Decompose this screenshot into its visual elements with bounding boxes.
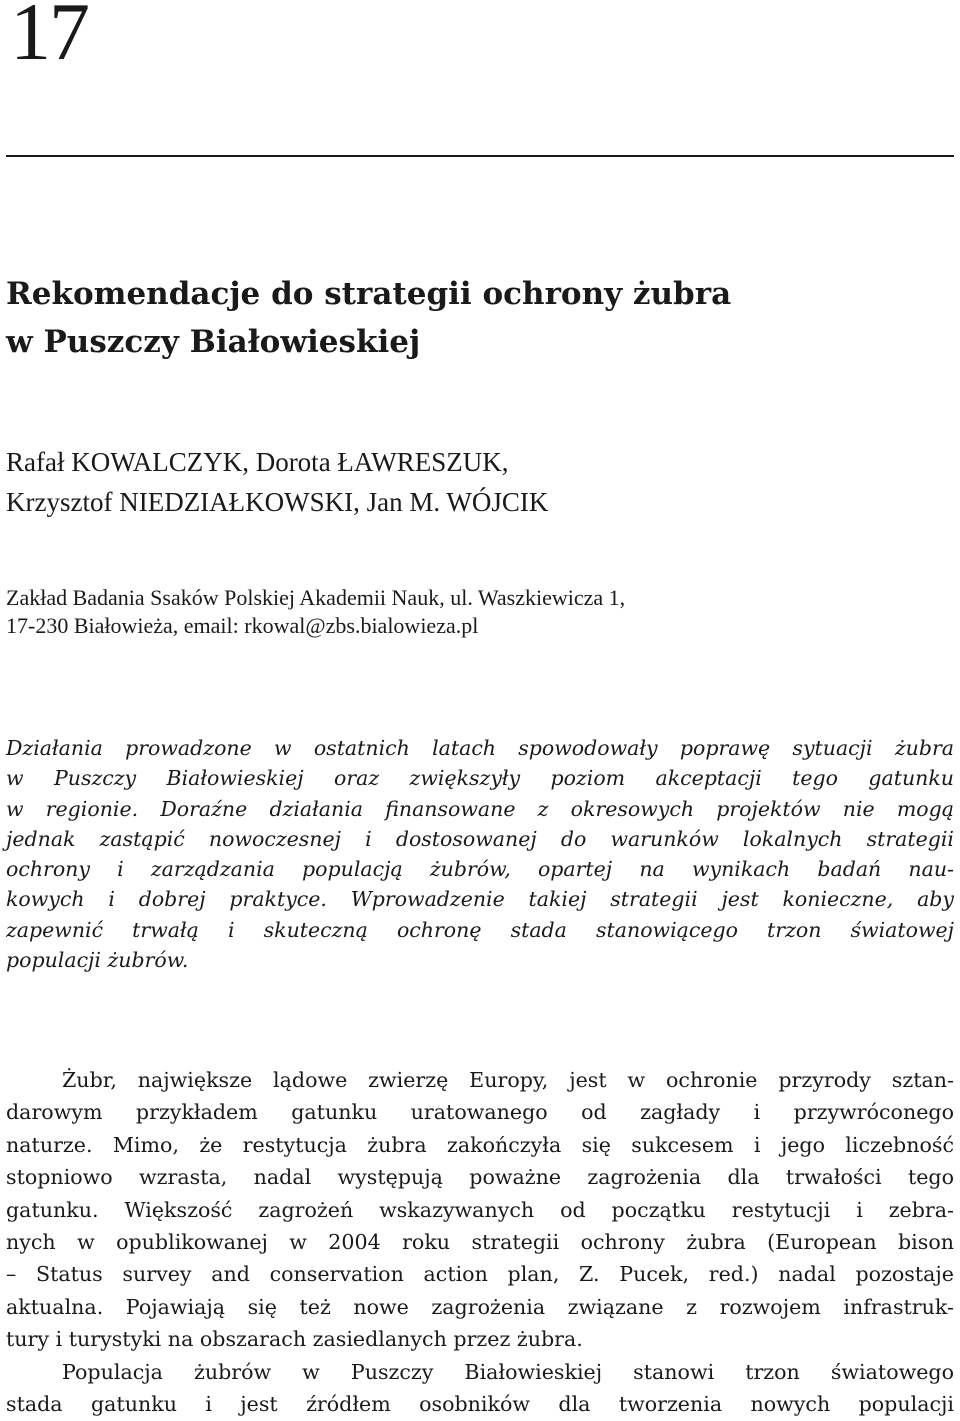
authors-line: Rafał KOWALCZYK, Dorota ŁAWRESZUK, — [6, 447, 509, 477]
authors — [6, 442, 954, 522]
body-line: gatunku. Większość zagrożeń wskazywanych od początku restytucji i zebra- — [6, 1197, 954, 1222]
abstract — [6, 733, 954, 975]
authors-line: Krzysztof NIEDZIAŁKOWSKI, Jan M. WÓJCIK — [6, 487, 549, 517]
body-line: naturze. Mimo, że restytucja żubra zakończyła się sukcesem i jego liczebność — [6, 1132, 954, 1157]
body-line: stada gatunku i jest źródłem osobników dla tworzenia nowych populacji — [6, 1392, 954, 1417]
affiliation — [6, 584, 954, 640]
body-line: nych w opublikowanej w 2004 roku strategii ochrony żubra (European bison — [6, 1230, 954, 1255]
abstract-line: jednak zastąpić nowoczesnej i dostosowanej do warunków lokalnych strategii — [6, 826, 954, 851]
abstract-line: zapewnić trwałą i skuteczną ochronę stada stanowiącego trzon światowej — [6, 917, 954, 942]
chapter-title-line: Rekomendacje do strategii ochrony żubra — [6, 276, 732, 312]
abstract-line: kowych i dobrej praktyce. Wprowadzenie takiej strategii jest konieczne, aby — [6, 887, 954, 912]
body-text — [6, 1064, 954, 1420]
body-line: – Status survey and conservation action plan, Z. Pucek, red.) nadal pozostaje — [6, 1262, 954, 1287]
chapter-number: 17 — [10, 0, 88, 77]
body-line: tury i turystyki na obszarach zasiedlanych przez żubra. — [6, 1327, 583, 1352]
affiliation-line: 17-230 Białowieża, email: rkowal@zbs.bialowieza.pl — [6, 613, 479, 638]
body-line: Populacja żubrów w Puszczy Białowieskiej stanowi trzon światowego — [62, 1359, 954, 1384]
abstract-line: w Puszczy Białowieskiej oraz zwiększyły poziom akceptacji tego gatunku — [6, 766, 954, 791]
chapter-divider — [6, 155, 954, 157]
body-line: Żubr, największe lądowe zwierzę Europy, jest w ochronie przyrody sztan- — [62, 1068, 954, 1092]
abstract-line: w regionie. Doraźne działania finansowane z okresowych projektów nie mogą — [6, 796, 954, 821]
abstract-line: populacji żubrów. — [6, 948, 189, 973]
body-line: stopniowo wzrasta, nadal występują poważne zagrożenia dla trwałości tego — [6, 1165, 954, 1190]
abstract-line: ochrony i zarządzania populacją żubrów, opartej na wynikach badań nau- — [6, 857, 954, 882]
body-line: aktualna. Pojawiają się też nowe zagrożenia związane z rozwojem infrastruk- — [6, 1294, 954, 1319]
chapter-title — [6, 270, 954, 366]
body-line: darowym przykładem gatunku uratowanego od zagłady i przywróconego — [6, 1100, 954, 1125]
abstract-line: Działania prowadzone w ostatnich latach spowodowały poprawę sytuacji żubra — [6, 736, 954, 760]
affiliation-line: Zakład Badania Ssaków Polskiej Akademii Nauk, ul. Waszkiewicza 1, — [6, 585, 626, 610]
chapter-title-line: w Puszczy Białowieskiej — [6, 324, 421, 360]
